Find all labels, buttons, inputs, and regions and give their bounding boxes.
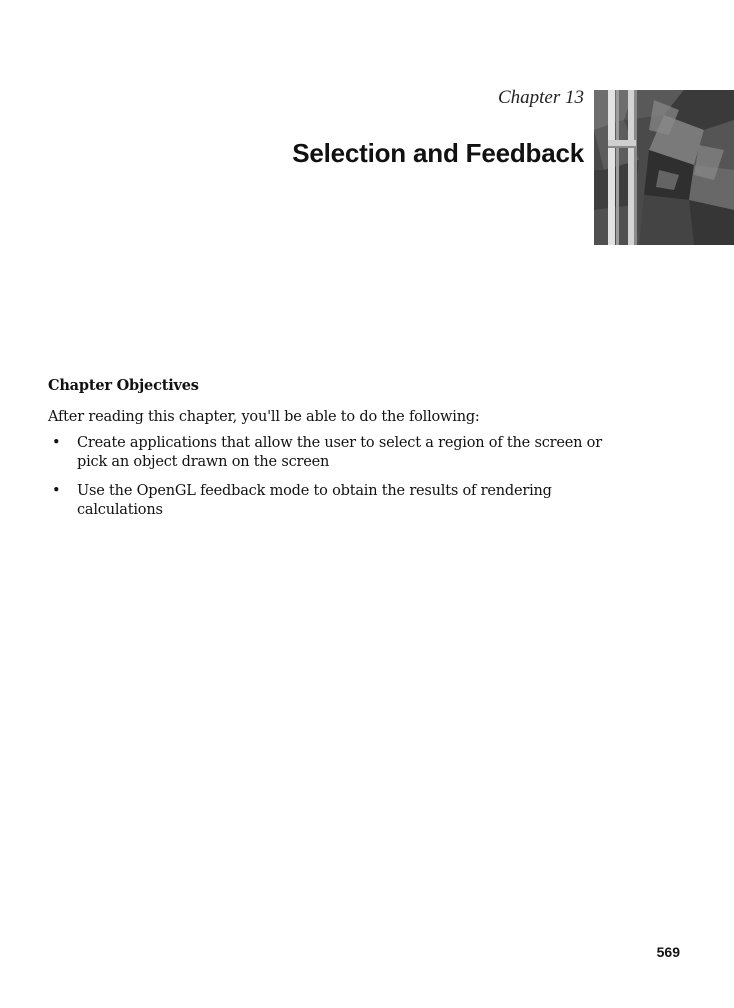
objectives-list: [48, 434, 628, 520]
chapter-label: Chapter 13: [497, 87, 584, 108]
bullet-icon: •: [52, 483, 61, 499]
chapter-photo-icon: [594, 90, 734, 245]
objective-item: [48, 482, 628, 520]
chapter-objectives-section: [48, 376, 628, 530]
bullet-icon: •: [52, 435, 61, 451]
objective-item: [48, 434, 628, 472]
objective-text: Use the OpenGL feedback mode to obtain the results of rendering calculations: [77, 483, 552, 518]
objectives-heading: Chapter Objectives: [48, 377, 199, 394]
page-number: 569: [656, 944, 680, 960]
objective-text: Create applications that allow the user to select a region of the screen or pick an object drawn on the screen: [77, 435, 602, 470]
chapter-title: Selection and Feedback: [292, 138, 584, 168]
objectives-intro: After reading this chapter, you'll be able to do the following:: [48, 409, 480, 425]
